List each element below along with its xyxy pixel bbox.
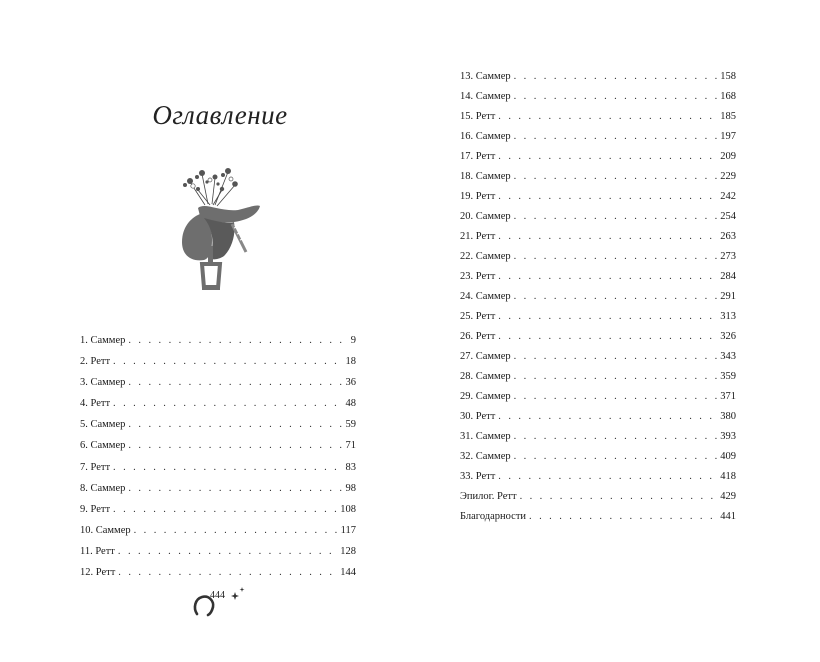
toc-entry-page: 343 <box>720 351 736 362</box>
toc-dot-leader <box>514 90 718 104</box>
toc-dot-leader <box>514 450 718 464</box>
toc-entry <box>80 482 356 496</box>
toc-entry-title: 13. Саммер <box>460 71 511 82</box>
toc-dot-leader <box>498 190 717 204</box>
toc-entry-title: 23. Ретт <box>460 271 496 282</box>
toc-entry-page: 83 <box>345 461 356 473</box>
toc-entry-page: 326 <box>720 331 736 342</box>
toc-entry-title: 29. Саммер <box>460 391 511 402</box>
toc-entry-title: 25. Ретт <box>460 311 496 322</box>
toc-entry-page: 117 <box>340 524 356 536</box>
toc-entry-title: 18. Саммер <box>460 171 511 182</box>
toc-entry-page: 128 <box>340 545 356 557</box>
toc-entry-page: 168 <box>720 91 736 102</box>
toc-dot-leader <box>520 490 718 504</box>
toc-entry <box>80 334 356 348</box>
toc-entry-page: 359 <box>720 371 736 382</box>
toc-entry <box>460 490 736 504</box>
toc-dot-leader <box>514 250 718 264</box>
toc-dot-leader <box>514 350 718 364</box>
toc-entry-title: 7. Ретт <box>80 461 111 473</box>
toc-dot-leader <box>498 410 717 424</box>
toc-entry <box>460 350 736 364</box>
toc-dot-leader <box>514 290 718 304</box>
toc-entry <box>460 450 736 464</box>
toc-entry-title: 3. Саммер <box>80 377 126 389</box>
toc-entry-page: 273 <box>720 251 736 262</box>
toc-dot-leader <box>498 110 717 124</box>
toc-entry-page: 144 <box>340 567 356 579</box>
toc-entry-page: 158 <box>720 71 736 82</box>
toc-entry-title: 33. Ретт <box>460 471 496 482</box>
toc-entry-page: 291 <box>720 291 736 302</box>
toc-entry <box>460 170 736 184</box>
toc-entry-title: 30. Ретт <box>460 411 496 422</box>
toc-dot-leader <box>113 461 342 475</box>
toc-entry-title: 31. Саммер <box>460 431 511 442</box>
toc-entry-title: 20. Саммер <box>460 211 511 222</box>
toc-entry <box>460 370 736 384</box>
toc-dot-leader <box>514 430 718 444</box>
toc-dot-leader <box>514 170 718 184</box>
toc-entry <box>80 503 356 517</box>
toc-entry-title: 16. Саммер <box>460 131 511 142</box>
toc-entry <box>460 250 736 264</box>
toc-dot-leader <box>498 330 717 344</box>
toc-entry-title: 15. Ретт <box>460 111 496 122</box>
toc-entry <box>460 150 736 164</box>
toc-entry-title: Эпилог. Ретт <box>460 491 517 502</box>
toc-entry-page: 197 <box>720 131 736 142</box>
toc-entry-title: 32. Саммер <box>460 451 511 462</box>
toc-dot-leader <box>498 150 717 164</box>
toc-dot-leader <box>118 566 337 580</box>
toc-entry <box>460 510 736 524</box>
toc-entry-title: 1. Саммер <box>80 335 126 346</box>
toc-dot-leader <box>128 376 342 390</box>
toc-entry-page: 263 <box>720 231 736 242</box>
page-number: 444 <box>210 590 225 601</box>
toc-dot-leader <box>514 70 718 84</box>
toc-entry-title: 22. Саммер <box>460 251 511 262</box>
toc-entry-title: 9. Ретт <box>80 503 111 515</box>
toc-entry-title: 8. Саммер <box>80 482 126 494</box>
toc-entry <box>80 566 356 580</box>
toc-entry <box>460 110 736 124</box>
toc-entry-page: 18 <box>345 356 356 368</box>
toc-entry-title: 10. Саммер <box>80 524 131 536</box>
toc-entry-page: 418 <box>720 471 736 482</box>
toc-entry-page: 185 <box>720 111 736 122</box>
toc-dot-leader <box>113 355 342 369</box>
toc-entry <box>460 290 736 304</box>
toc-dot-leader <box>514 390 718 404</box>
toc-entry-title: 27. Саммер <box>460 351 511 362</box>
toc-left-column <box>80 334 356 587</box>
toc-entry <box>460 470 736 484</box>
toc-dot-leader <box>128 482 342 496</box>
toc-entry <box>460 270 736 284</box>
toc-entry-title: 14. Саммер <box>460 91 511 102</box>
toc-dot-leader <box>514 130 718 144</box>
toc-entry <box>80 397 356 411</box>
toc-dot-leader <box>498 230 717 244</box>
toc-entry-page: 209 <box>720 151 736 162</box>
toc-dot-leader <box>118 545 337 559</box>
toc-entry-title: 11. Ретт <box>80 545 115 557</box>
toc-entry-title: 21. Ретт <box>460 231 496 242</box>
toc-entry <box>80 439 356 453</box>
toc-entry-page: 9 <box>350 335 356 346</box>
toc-entry <box>460 330 736 344</box>
toc-entry-page: 48 <box>345 398 356 410</box>
toc-entry-title: 24. Саммер <box>460 291 511 302</box>
toc-entry <box>460 190 736 204</box>
toc-entry <box>80 524 356 538</box>
toc-entry-title: 2. Ретт <box>80 356 111 368</box>
toc-dot-leader <box>113 503 337 517</box>
toc-dot-leader <box>128 334 347 348</box>
page-title: Оглавление <box>152 100 288 130</box>
toc-entry <box>460 430 736 444</box>
toc-entry-title: 6. Саммер <box>80 440 126 452</box>
toc-entry <box>460 410 736 424</box>
toc-dot-leader <box>498 470 717 484</box>
toc-entry-page: 108 <box>340 503 356 515</box>
page-number-footer <box>192 586 252 622</box>
toc-entry <box>460 390 736 404</box>
toc-entry <box>80 545 356 559</box>
toc-dot-leader <box>498 270 717 284</box>
toc-entry-page: 371 <box>720 391 736 402</box>
toc-entry <box>460 70 736 84</box>
toc-entry-page: 284 <box>720 271 736 282</box>
toc-entry <box>80 461 356 475</box>
toc-dot-leader <box>529 510 717 524</box>
toc-entry-page: 313 <box>720 311 736 322</box>
toc-entry-page: 36 <box>345 377 356 389</box>
toc-entry <box>460 210 736 224</box>
toc-entry-page: 409 <box>720 451 736 462</box>
toc-dot-leader <box>514 210 718 224</box>
toc-entry <box>460 90 736 104</box>
toc-entry <box>80 376 356 390</box>
toc-entry-title: Благодарности <box>460 511 527 522</box>
toc-right-column <box>460 70 736 530</box>
toc-entry <box>80 418 356 432</box>
toc-entry-title: 19. Ретт <box>460 191 496 202</box>
toc-entry <box>80 355 356 369</box>
toc-entry-title: 28. Саммер <box>460 371 511 382</box>
toc-dot-leader <box>128 439 342 453</box>
toc-dot-leader <box>128 418 342 432</box>
toc-entry <box>460 310 736 324</box>
toc-dot-leader <box>113 397 342 411</box>
toc-entry-title: 4. Ретт <box>80 398 111 410</box>
toc-entry-title: 12. Ретт <box>80 567 116 579</box>
toc-entry-page: 59 <box>345 419 356 431</box>
toc-entry-page: 98 <box>345 482 356 494</box>
toc-entry-page: 242 <box>720 191 736 202</box>
toc-entry-page: 380 <box>720 411 736 422</box>
toc-entry-page: 229 <box>720 171 736 182</box>
toc-entry-title: 26. Ретт <box>460 331 496 342</box>
toc-entry <box>460 230 736 244</box>
toc-entry-page: 429 <box>720 491 736 502</box>
saddle-with-flowers-icon <box>160 160 270 295</box>
toc-entry-page: 441 <box>720 511 736 522</box>
toc-entry-page: 393 <box>720 431 736 442</box>
toc-entry <box>460 130 736 144</box>
toc-dot-leader <box>514 370 718 384</box>
sparkle-icon <box>230 586 246 602</box>
toc-entry-page: 71 <box>345 440 356 452</box>
toc-entry-title: 5. Саммер <box>80 419 126 431</box>
toc-dot-leader <box>498 310 717 324</box>
toc-entry-title: 17. Ретт <box>460 151 496 162</box>
toc-entry-page: 254 <box>720 211 736 222</box>
toc-dot-leader <box>134 524 338 538</box>
